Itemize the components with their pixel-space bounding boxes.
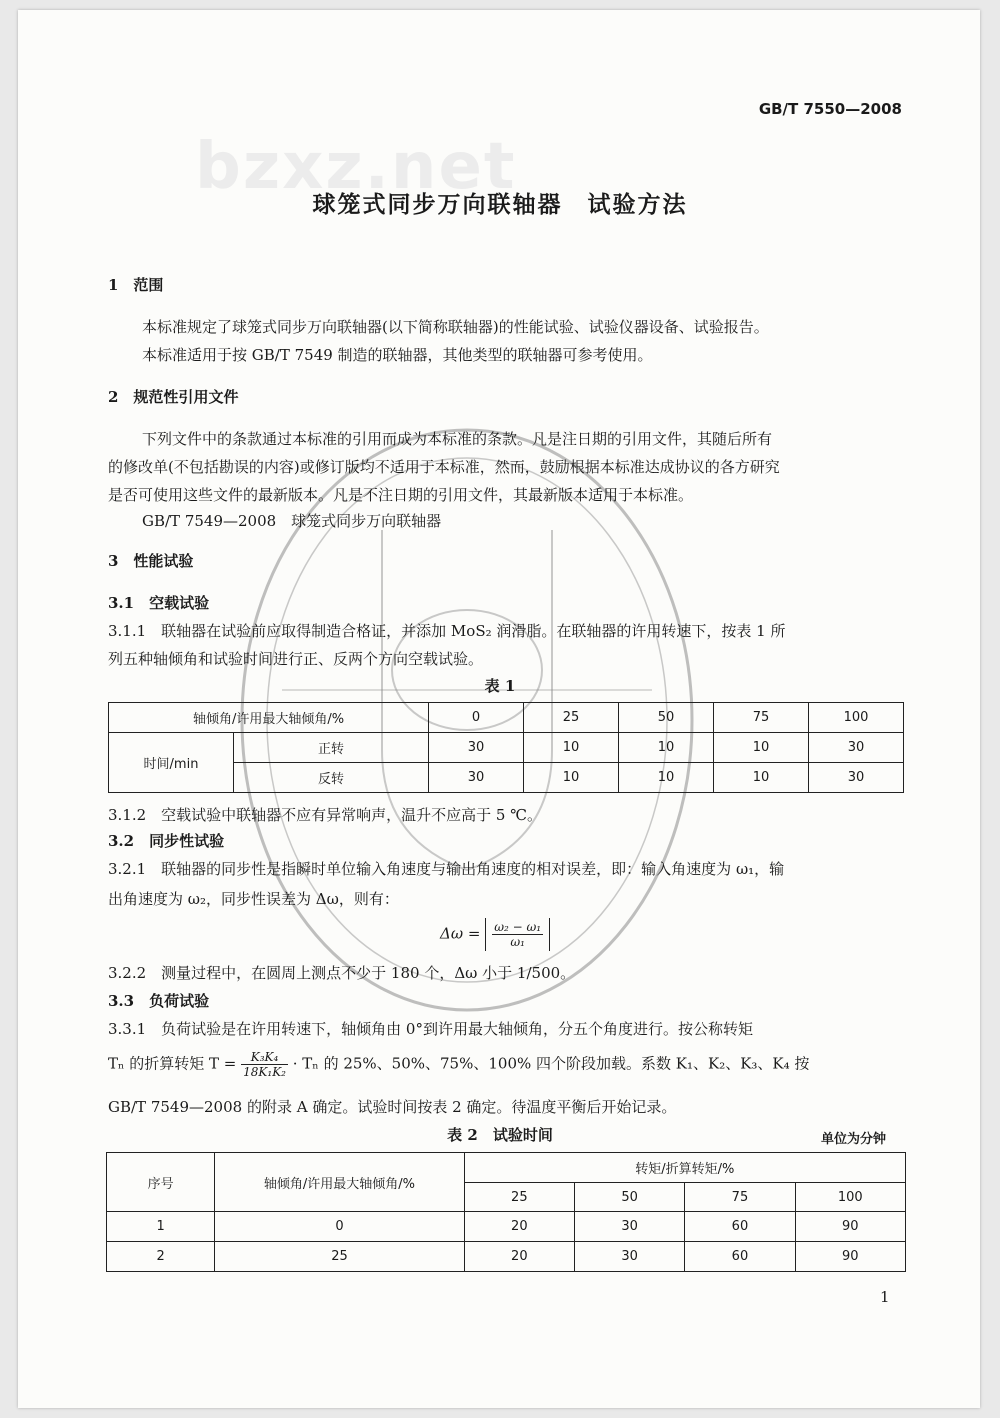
normative-paragraph-line-3: 是否可使用这些文件的最新版本。凡是不注日期的引用文件，其最新版本适用于本标准。 — [108, 486, 694, 504]
table-1-angle: 25 — [524, 703, 619, 733]
table-row — [107, 1242, 906, 1272]
torque-denominator: 18K₁K₂ — [243, 1065, 286, 1079]
table-1-cell: 10 — [714, 763, 809, 793]
scope-paragraph-1: 本标准规定了球笼式同步万向联轴器(以下简称联轴器)的性能试验、试验仪器设备、试验报告。 — [142, 318, 769, 336]
clause-3-2-1-line-1: 3.2.1 联轴器的同步性是指瞬时单位输入角速度与输出角速度的相对误差，即：输入角速度为 ω₁，输 — [108, 860, 785, 878]
table-2-angle-header: 轴倾角/许用最大轴倾角/% — [215, 1153, 464, 1212]
section-1-heading: 1 范围 — [108, 276, 164, 294]
section-2-heading: 2 规范性引用文件 — [108, 388, 239, 406]
table-1-reverse-label: 反转 — [234, 763, 429, 793]
table-2-torque-level: 100 — [795, 1183, 905, 1212]
table-2-caption: 表 2 试验时间 — [447, 1126, 553, 1144]
clause-3-1-2: 3.1.2 空载试验中联轴器不应有异常响声，温升不应高于 5 ℃。 — [108, 806, 543, 824]
table-1-cell: 30 — [809, 733, 904, 763]
clause-3-2-1-line-2: 出角速度为 ω₂，同步性误差为 Δω，则有： — [108, 890, 399, 908]
table-1-row-header: 轴倾角/许用最大轴倾角/% — [109, 703, 429, 733]
normative-paragraph-line-2: 的修改单(不包括勘误的内容)或修订版均不适用于本标准，然而，鼓励根据本标准达成协议的各方研究 — [108, 458, 780, 476]
normative-paragraph-line-1: 下列文件中的条款通过本标准的引用而成为本标准的条款。凡是注日期的引用文件，其随后所有 — [142, 430, 773, 448]
clause-3-2-2: 3.2.2 测量过程中，在圆周上测点不少于 180 个，Δω 小于 1/500。 — [108, 964, 576, 982]
table-1-cell: 10 — [714, 733, 809, 763]
table-1 — [108, 702, 904, 793]
table-2-cell: 30 — [574, 1242, 684, 1272]
section-3-2-heading: 3.2 同步性试验 — [108, 832, 225, 850]
table-2-unit: 单位为分钟 — [820, 1132, 886, 1147]
formula-lhs: Δω = — [440, 924, 481, 943]
document-title: 球笼式同步万向联轴器 试验方法 — [312, 191, 688, 218]
clause-3-3-1-line-3: GB/T 7549—2008 的附录 A 确定。试验时间按表 2 确定。待温度平衡后开始记录。 — [108, 1098, 677, 1116]
table-2-torque-level: 50 — [574, 1183, 684, 1212]
table-1-cell: 10 — [524, 733, 619, 763]
formula-denominator: ω₁ — [510, 935, 525, 949]
table-2-cell: 25 — [215, 1242, 464, 1272]
table-1-angle: 75 — [714, 703, 809, 733]
table-2-torque-header: 转矩/折算转矩/% — [464, 1153, 905, 1183]
table-1-time-label: 时间/min — [109, 733, 234, 793]
clause-3-1-1-line-1: 3.1.1 联轴器在试验前应取得制造合格证，并添加 MoS₂ 润滑脂。在联轴器的许用转速下，按表 1 所 — [108, 622, 786, 640]
table-2-torque-level: 75 — [685, 1183, 795, 1212]
watermark-text: bzxz.net — [195, 130, 517, 204]
table-2-cell: 0 — [215, 1212, 464, 1242]
section-3-1-heading: 3.1 空载试验 — [108, 594, 210, 612]
table-2-cell: 60 — [685, 1242, 795, 1272]
normative-reference: GB/T 7549—2008 球笼式同步万向联轴器 — [142, 512, 442, 530]
clause-3-1-1-line-2: 列五种轴倾角和试验时间进行正、反两个方向空载试验。 — [108, 650, 484, 668]
table-2-cell: 60 — [685, 1212, 795, 1242]
formula-numerator: ω₂ − ω₁ — [494, 920, 542, 934]
standard-number: GB/T 7550—2008 — [758, 100, 902, 118]
table-2-cell: 1 — [107, 1212, 215, 1242]
clause-3-3-1-line-1: 3.3.1 负荷试验是在许用转速下，轴倾角由 0°到许用最大轴倾角，分五个角度进行。按公称转矩 — [108, 1020, 753, 1038]
section-3-3-heading: 3.3 负荷试验 — [108, 992, 210, 1010]
table-1-cell: 10 — [619, 733, 714, 763]
table-2-cell: 2 — [107, 1242, 215, 1272]
table-1-cell: 30 — [429, 763, 524, 793]
table-2-cell: 20 — [464, 1242, 574, 1272]
table-2-cell: 30 — [574, 1212, 684, 1242]
scope-paragraph-2: 本标准适用于按 GB/T 7549 制造的联轴器，其他类型的联轴器可参考使用。 — [142, 346, 653, 364]
table-1-angle: 100 — [809, 703, 904, 733]
torque-text-a: Tₙ 的折算转矩 T = — [108, 1054, 237, 1073]
table-1-angle: 0 — [429, 703, 524, 733]
table-1-angle: 50 — [619, 703, 714, 733]
table-2-cell: 20 — [464, 1212, 574, 1242]
section-3-heading: 3 性能试验 — [108, 552, 194, 570]
table-1-cell: 30 — [429, 733, 524, 763]
table-1-cell: 10 — [619, 763, 714, 793]
table-2-seq-header: 序号 — [107, 1153, 215, 1212]
torque-numerator: K₃K₄ — [241, 1050, 288, 1065]
table-1-cell: 30 — [809, 763, 904, 793]
table-1-forward-label: 正转 — [234, 733, 429, 763]
table-row — [107, 1212, 906, 1242]
table-2-torque-level: 25 — [464, 1183, 574, 1212]
clause-3-3-1-line-2 — [108, 1050, 809, 1079]
torque-text-b: · Tₙ 的 25%、50%、75%、100% 四个阶段加载。系数 K₁、K₂、K₃、K₄ 按 — [292, 1054, 810, 1073]
page-number: 1 — [880, 1288, 890, 1306]
table-2 — [106, 1152, 906, 1272]
table-1-cell: 10 — [524, 763, 619, 793]
sync-error-formula — [440, 918, 550, 951]
table-1-caption: 表 1 — [484, 677, 516, 695]
table-2-cell: 90 — [795, 1212, 905, 1242]
table-2-cell: 90 — [795, 1242, 905, 1272]
